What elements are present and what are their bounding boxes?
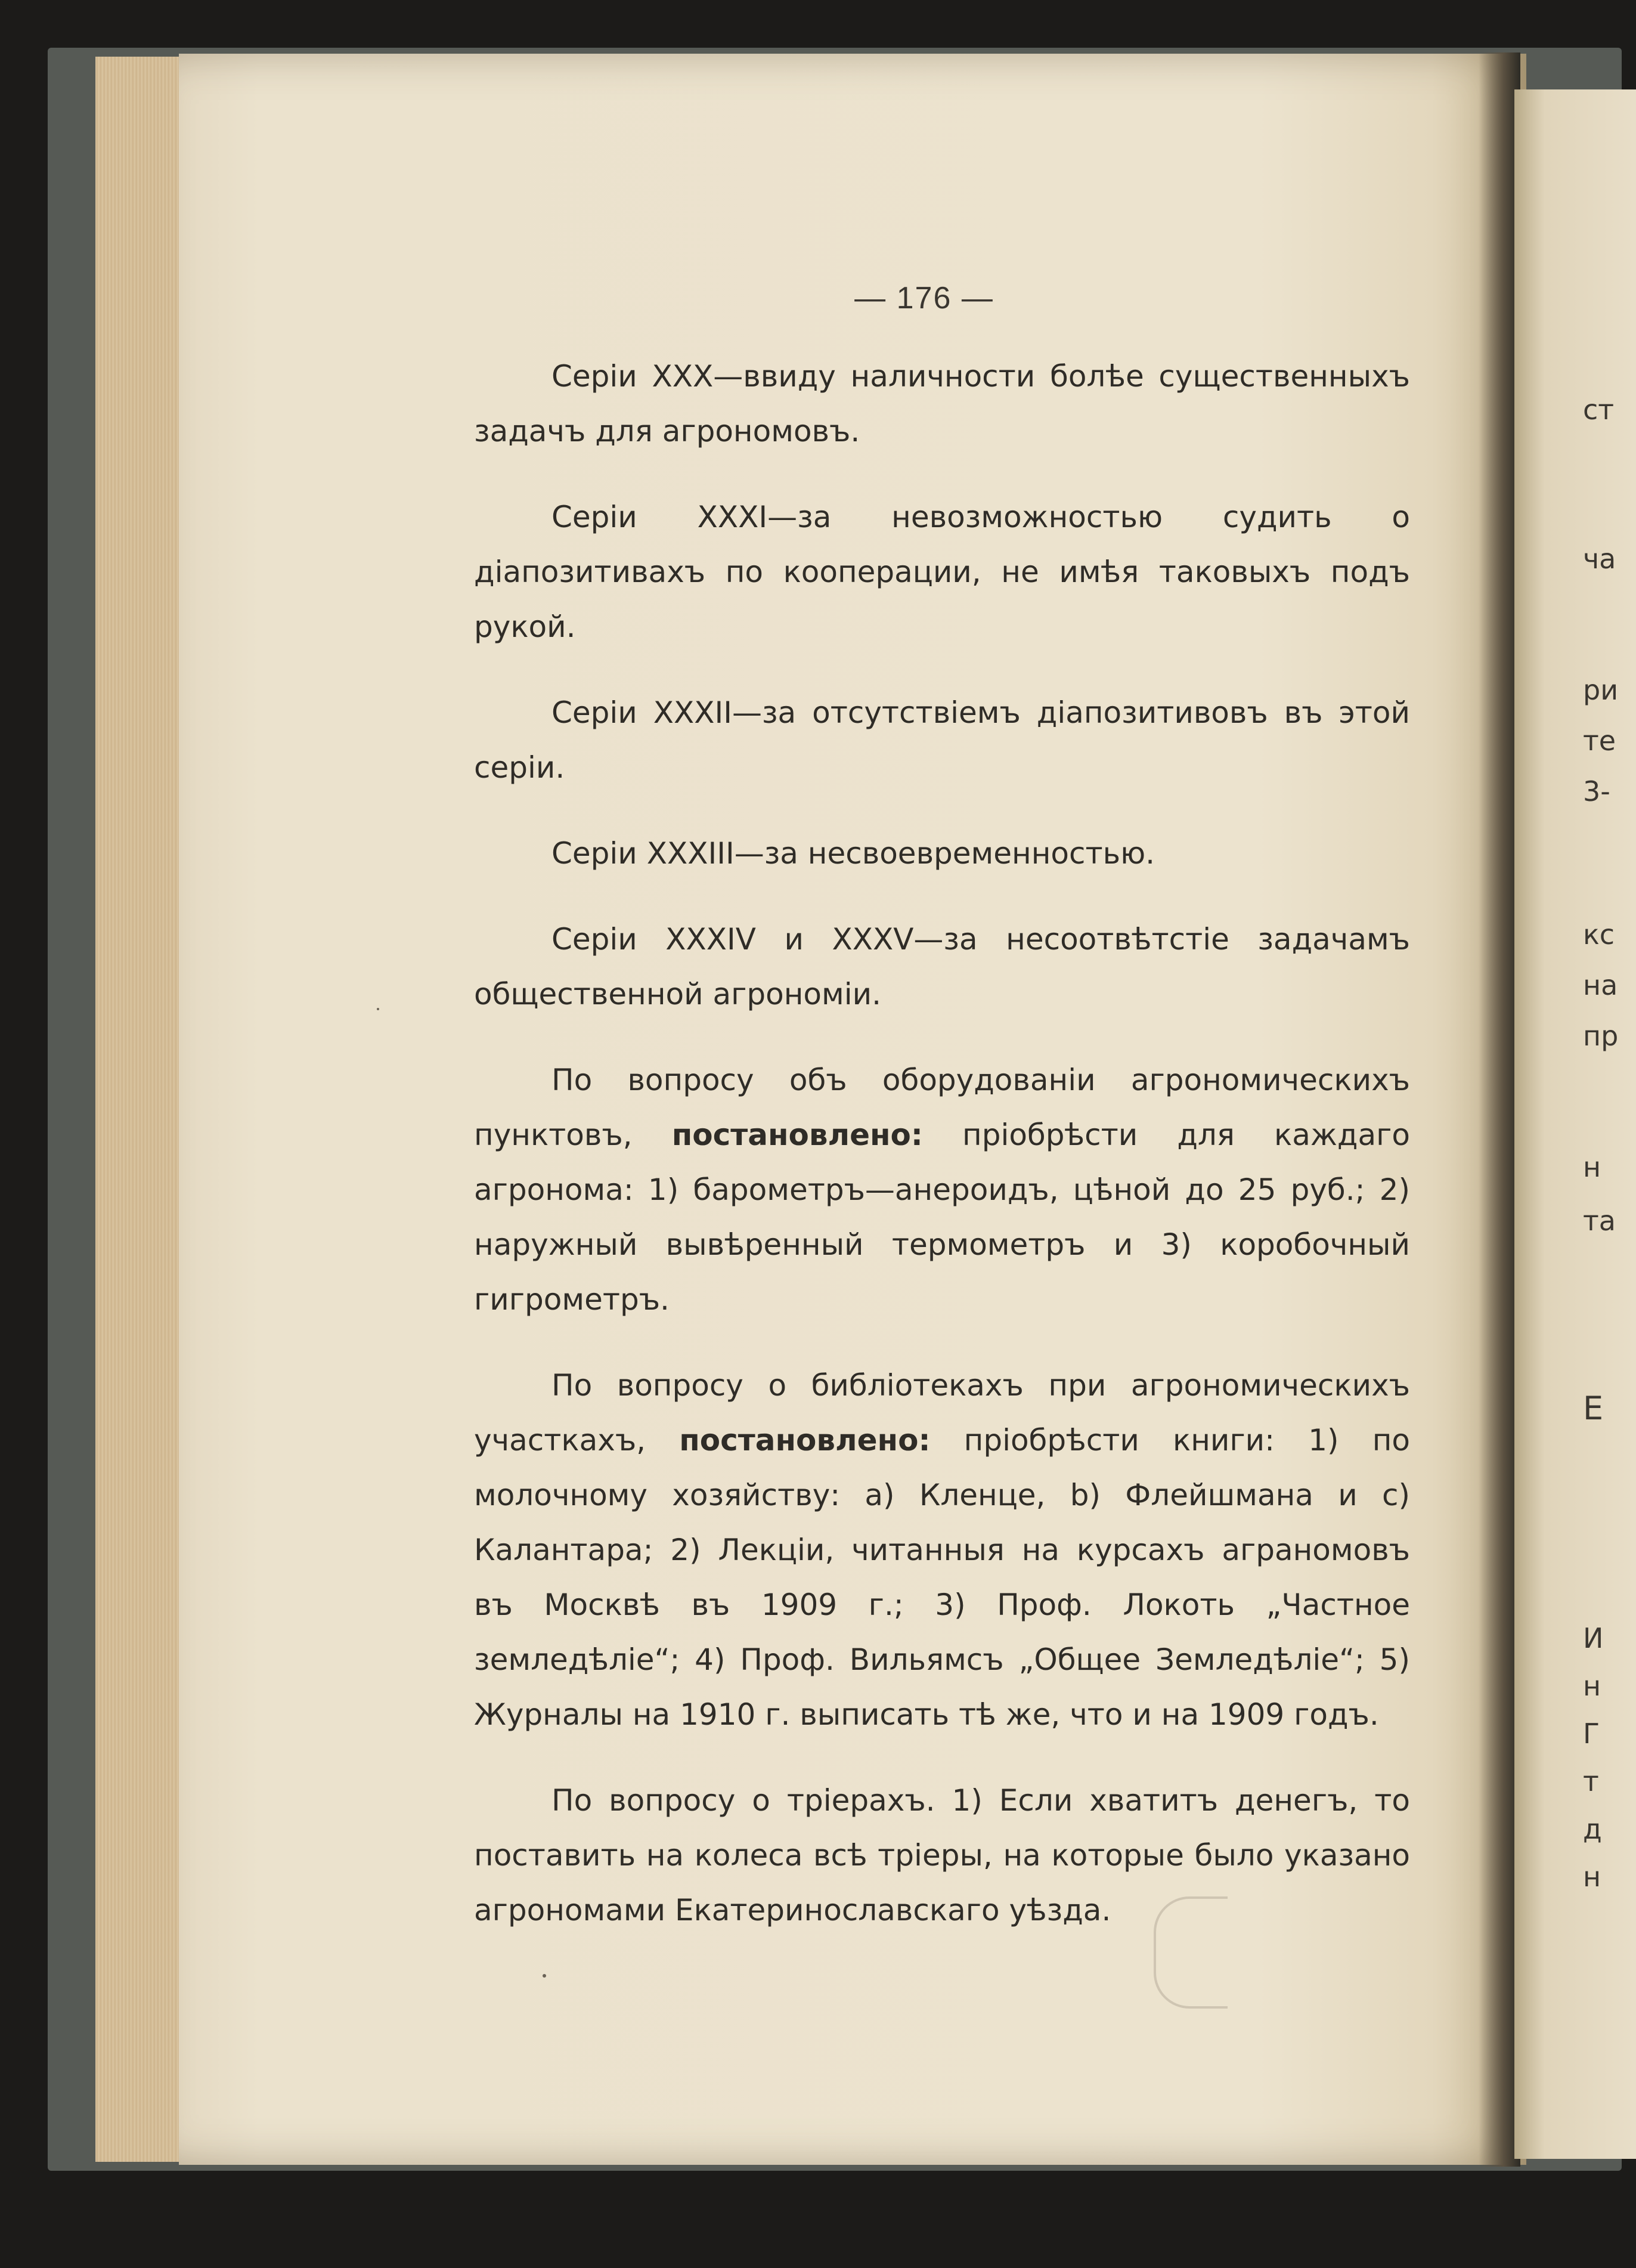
paragraph: Серіи XXXIV и XXXV—за несоотвѣтстіе задачамъ общественной агрономіи. [474, 922, 1410, 1011]
facing-page-fragment: пр [1583, 1020, 1619, 1052]
paragraph: Серіи XXXII—за отсутствіемъ діапозитивовъ въ этой серіи. [474, 695, 1410, 785]
page-body [474, 349, 1410, 1969]
facing-page-fragment: н [1583, 1151, 1601, 1183]
faint-stamp-mark [1154, 1896, 1228, 2009]
page-number: — 176 — [854, 281, 994, 315]
paragraph-text: пріобрѣсти для каждаго агронома: 1) барометръ—анероидъ, цѣной до 25 руб.; 2) наружный вывѣренный термометръ и 3) коробочный гигрометръ. [474, 1118, 1410, 1317]
facing-page [1514, 89, 1636, 2159]
paragraph: Серіи XXXIII—за несвоевременностью. [551, 836, 1155, 871]
resolution-keyword: постановлено: [671, 1118, 923, 1152]
paragraph: Серіи XXXI—за невозможностью судить о діапозитивахъ по кооперации, не имѣя таковыхъ подъ рукой. [474, 500, 1410, 644]
facing-page-fragment: ча [1583, 543, 1616, 575]
facing-page-fragment: Е [1583, 1390, 1604, 1427]
facing-page-fragment: н [1583, 1670, 1601, 1702]
paragraph-text: пріобрѣсти книги: 1) по молочному хозяйству: а) Кленце, b) Флейшмана и c) Калантара; 2) Лекціи, читанныя на курсахъ аграномовъ въ Москвѣ въ 1909 г.; 3) Проф. Локоть „Частное земледѣліе“; 4) Проф. Вильямсъ „Общее Земледѣліе“; 5) Журналы на 1910 г. выписать тѣ же, что и на 1909 годъ. [474, 1423, 1410, 1732]
paragraph: Серіи XXX—ввиду наличности болѣе существенныхъ задачъ для агрономовъ. [474, 359, 1410, 448]
paragraph [474, 1358, 1410, 1742]
paragraph: По вопросу о тріерахъ. 1) Если хватитъ денегъ, то поставить на колеса всѣ тріеры, на которые было указано агрономами Екатеринославскаго уѣзда. [474, 1783, 1410, 1927]
paragraph-text: По вопросу объ оборудованіи агрономическихъ пунктовъ, [474, 1063, 1410, 1152]
paper-speck [377, 1008, 379, 1010]
facing-page-fragment: те [1583, 725, 1616, 757]
facing-page-fragment: ри [1583, 674, 1619, 706]
facing-page-fragment: ст [1583, 394, 1615, 426]
facing-page-fragment: Г [1583, 1718, 1600, 1750]
facing-page-fragment: на [1583, 969, 1618, 1001]
facing-page-fragment: 3- [1583, 775, 1610, 807]
facing-page-fragment: д [1583, 1813, 1602, 1845]
facing-page-fragment: та [1583, 1205, 1616, 1237]
paragraph-text: По вопросу о библіотекахъ при агрономическихъ участкахъ, [474, 1368, 1410, 1458]
paper-speck [543, 1974, 546, 1978]
facing-page-fragment: н [1583, 1861, 1601, 1893]
facing-page-fragment: кс [1583, 918, 1615, 951]
facing-page-fragment: т [1583, 1765, 1599, 1797]
paragraph [474, 1053, 1410, 1327]
facing-page-fragment: И [1583, 1622, 1604, 1654]
resolution-keyword: постановлено: [679, 1423, 931, 1458]
